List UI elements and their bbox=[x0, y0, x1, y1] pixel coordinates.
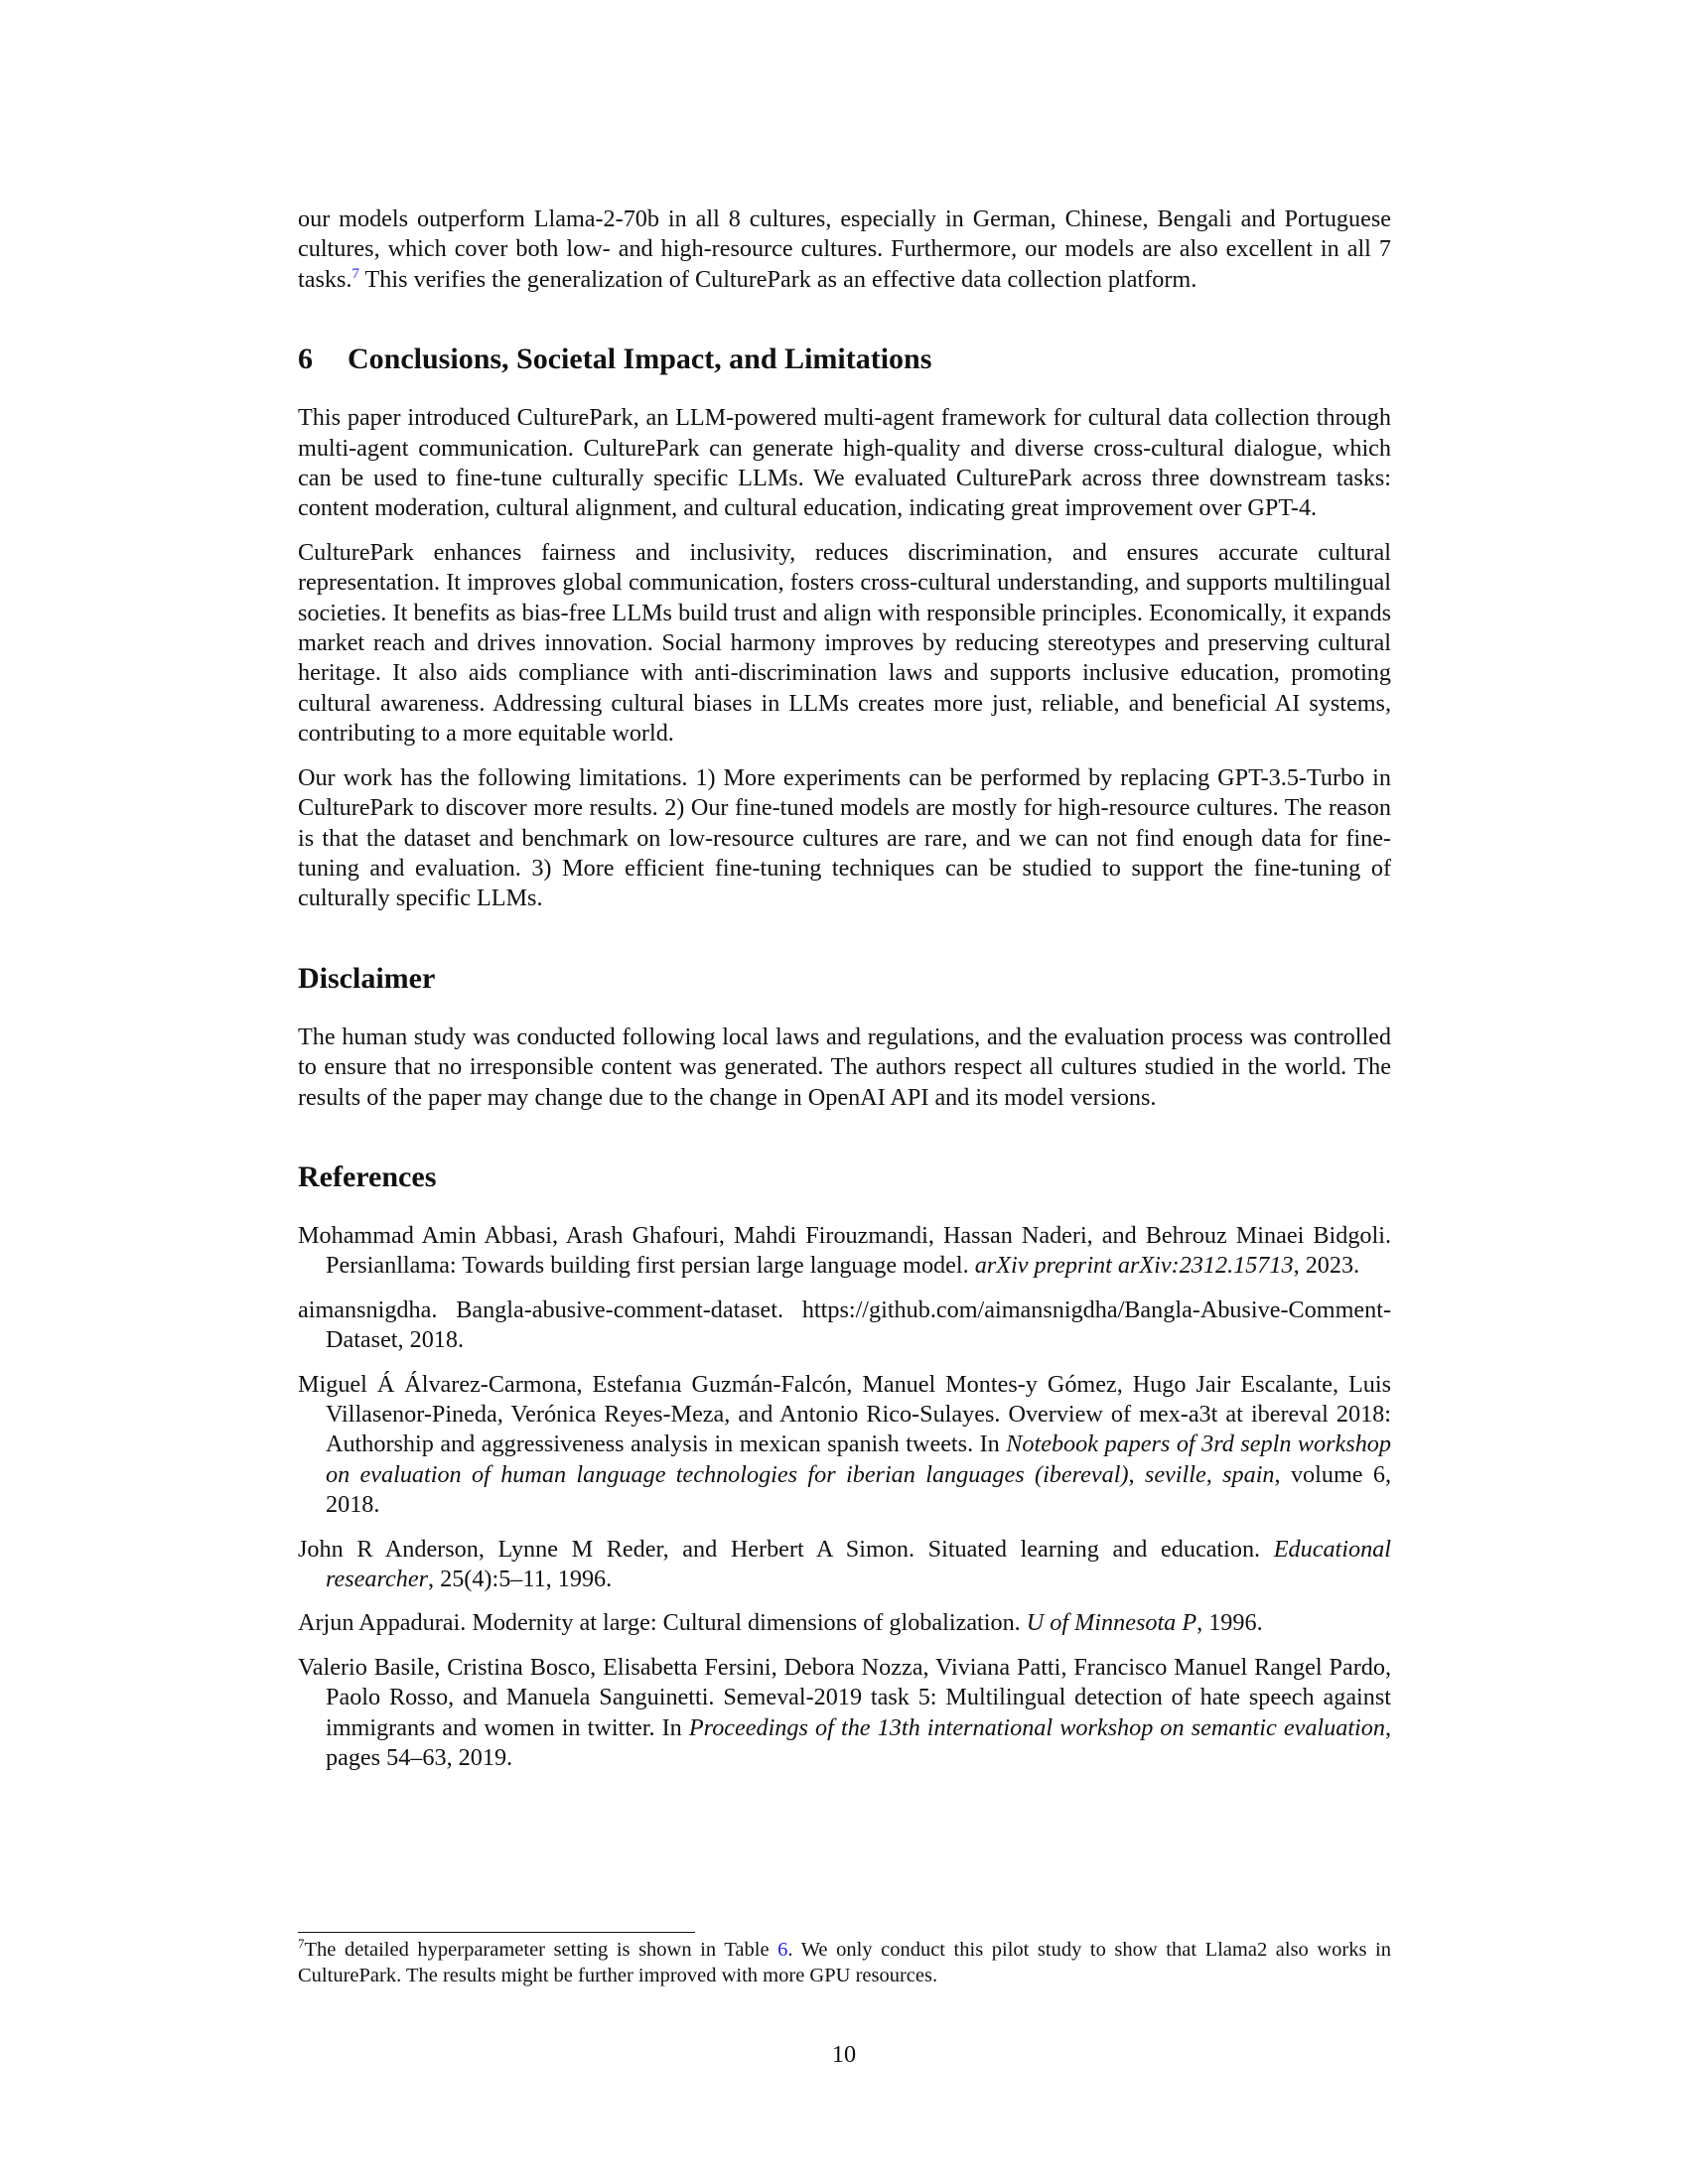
reference-entry: Mohammad Amin Abbasi, Arash Ghafouri, Mahdi Firouzmandi, Hassan Naderi, and Behrouz Minaei Bidgoli. Persianllama: Towards building first persian large language model. arXiv preprint arXiv:2312.15713, 2023. bbox=[298, 1221, 1391, 1280]
footnote bbox=[298, 1937, 1391, 1988]
reference-list bbox=[298, 1221, 1391, 1774]
intro-paragraph bbox=[298, 205, 1391, 295]
reference-entry: Arjun Appadurai. Modernity at large: Cultural dimensions of globalization. U of Minnesota P, 1996. bbox=[298, 1609, 1263, 1637]
reference-entry: aimansnigdha. Bangla-abusive-comment-dataset. https://github.com/aimansnigdha/Bangla-Abusive-Comment-Dataset, 2018. bbox=[298, 1296, 1391, 1354]
footnote-divider bbox=[298, 1932, 695, 1933]
section-title: Conclusions, Societal Impact, and Limitations bbox=[348, 342, 932, 376]
footnote-link[interactable]: 7 bbox=[352, 265, 359, 282]
footnote-marker: 7 bbox=[298, 1936, 305, 1952]
references-heading: References bbox=[298, 1160, 437, 1193]
conclusions-paragraph: This paper introduced CulturePark, an LLM-powered multi-agent framework for cultural data collection through multi-agent communication. CulturePark can generate high-quality and diverse cross-cultural dialogue, which can be used to fine-tune culturally specific LLMs. We evaluated CulturePark across three downstream tasks: content moderation, cultural alignment, and cultural education, indicating great improvement over GPT-4. bbox=[298, 404, 1391, 522]
footnote-text-continued: . We only conduct this pilot study to show that Llama2 also works in CulturePark. The results might be further improved with more GPU resources. bbox=[298, 1939, 1391, 1986]
intro-text-continued: This verifies the generalization of CulturePark as an effective data collection platform. bbox=[358, 265, 1197, 293]
reference-entry: John R Anderson, Lynne M Reder, and Herbert A Simon. Situated learning and education. Educational researcher, 25(4):5–11, 1996. bbox=[298, 1535, 1391, 1592]
section-number: 6 bbox=[298, 342, 313, 376]
disclaimer-paragraph: The human study was conducted following local laws and regulations, and the evaluation process was controlled to ensure that no irresponsible content was generated. The authors respect all cultures studied in the world. The results of the paper may change due to the change in OpenAI API and its model versions. bbox=[298, 1023, 1391, 1111]
section-6-heading bbox=[298, 341, 1391, 377]
footnote-text: The detailed hyperparameter setting is shown in Table bbox=[304, 1939, 778, 1961]
table-reference-link[interactable]: 6 bbox=[777, 1939, 788, 1961]
page-number: 10 bbox=[831, 2041, 857, 2068]
societal-impact-paragraph: CulturePark enhances fairness and inclusivity, reduces discrimination, and ensures accurate cultural representation. It improves global communication, fosters cross-cultural understanding, and supports multilingual societies. It benefits as bias-free LLMs build trust and align with responsible principles. Economically, it expands market reach and drives innovation. Social harmony improves by reducing stereotypes and preserving cultural heritage. It also aids compliance with anti-discrimination laws and supports inclusive education, promoting cultural awareness. Addressing cultural biases in LLMs creates more just, reliable, and beneficial AI systems, contributing to a more equitable world. bbox=[298, 538, 1391, 748]
disclaimer-heading: Disclaimer bbox=[298, 961, 436, 995]
reference-entry: Miguel Á Álvarez-Carmona, Estefanıa Guzmán-Falcón, Manuel Montes-y Gómez, Hugo Jair Escalante, Luis Villasenor-Pineda, Verónica Reyes-Meza, and Antonio Rico-Sulayes. Overview of mex-a3t at ibereval 2018: Authorship and aggressiveness analysis in mexican spanish tweets. In Notebook papers of 3rd sepln workshop on evaluation of human language technologies for iberian languages (ibereval), seville, spain, volume 6, 2018. bbox=[298, 1370, 1392, 1519]
reference-entry: Valerio Basile, Cristina Bosco, Elisabetta Fersini, Debora Nozza, Viviana Patti, Francisco Manuel Rangel Pardo, Paolo Rosso, and Manuela Sanguinetti. Semeval-2019 task 5: Multilingual detection of hate speech against immigrants and women in twitter. In Proceedings of the 13th international workshop on semantic evaluation, pages 54–63, 2019. bbox=[298, 1653, 1392, 1772]
intro-text: our models outperform Llama-2-70b in all 8 cultures, especially in German, Chinese, Bengali and Portuguese cultures, which cover both low- and high-resource cultures. Furthermore, our models are also excellent in all 7 tasks. bbox=[298, 205, 1391, 293]
limitations-paragraph: Our work has the following limitations. 1) More experiments can be performed by replacing GPT-3.5-Turbo in CulturePark to discover more results. 2) Our fine-tuned models are mostly for high-resource cultures. The reason is that the dataset and benchmark on low-resource cultures are rare, and we can not find enough data for fine-tuning and evaluation. 3) More efficient fine-tuning techniques can be studied to support the fine-tuning of culturally specific LLMs. bbox=[298, 763, 1391, 912]
page-body bbox=[298, 205, 1391, 1787]
